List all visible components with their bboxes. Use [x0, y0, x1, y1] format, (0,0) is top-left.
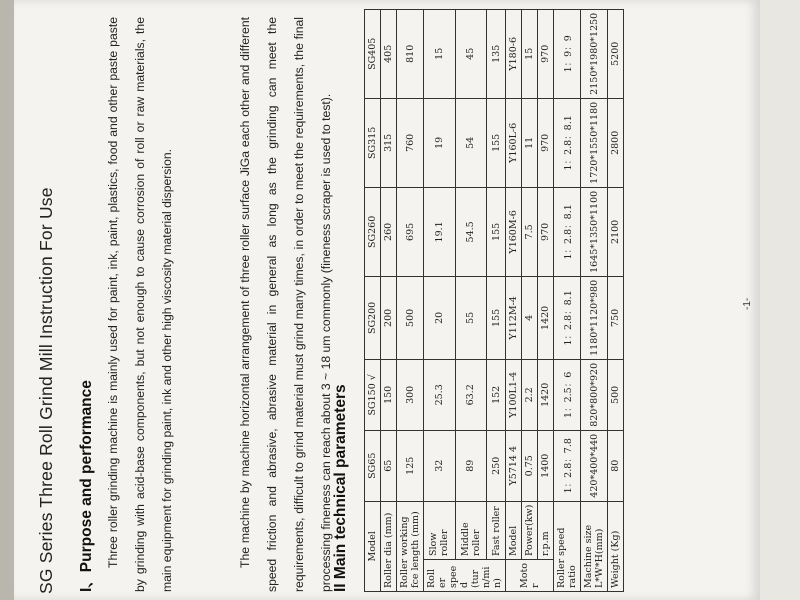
technical-parameters-table [364, 9, 624, 592]
table-cell: Y160M-6 [506, 187, 522, 276]
table-cell: 54 [455, 98, 487, 187]
table-cell: Y180-6 [506, 9, 522, 98]
table-cell: 1：2.5：6 [554, 359, 581, 430]
table-row-roller-length [397, 9, 424, 591]
table-row-machine-size [581, 9, 608, 591]
row-label: Roller speed ratio [554, 501, 581, 591]
table-cell: Y112M-4 [506, 276, 522, 359]
table-cell: 155 [487, 98, 506, 187]
model-cell: SG260 [365, 187, 381, 276]
table-cell: Y160L-6 [506, 98, 522, 187]
table-cell: 200 [381, 276, 397, 359]
table-cell: 2150*1980*1250 [581, 9, 608, 98]
rotated-page-content [14, 0, 760, 600]
table-cell: 135 [487, 9, 506, 98]
row-label: Roller working fce length (mm) [397, 501, 424, 591]
model-cell: SG200 [365, 276, 381, 359]
table-row-motor-model [506, 9, 522, 591]
table-cell: 420*400*440 [581, 430, 608, 501]
table-row-motor-power [522, 9, 538, 591]
table-cell: 300 [397, 359, 424, 430]
table-cell: Y5714 4 [506, 430, 522, 501]
table-cell: 1645*1350*1100 [581, 187, 608, 276]
table-row-speed-ratio [554, 9, 581, 591]
model-cell: SG315 [365, 98, 381, 187]
table-cell: 760 [397, 98, 424, 187]
table-row-roller-dia [381, 9, 397, 591]
table-cell: 155 [487, 276, 506, 359]
table-cell: 155 [487, 187, 506, 276]
table-cell: 820*800*920 [581, 359, 608, 430]
section1-paragraph-1: Three roller grinding machine is mainly used for paint, ink, paint, plastics, food and other paste paste by grinding with acid-base components, but not enough to cause corrosion of roll or raw materials, the main equipment for grinding paint, ink and other high viscosity material dispersion. [106, 17, 174, 592]
table-cell: 970 [538, 187, 554, 276]
table-cell: 750 [608, 276, 624, 359]
row-label: Roller dia (mm) [381, 501, 397, 591]
row-label: Power(kw) [522, 501, 538, 559]
table-cell: 55 [455, 276, 487, 359]
table-cell: 7.5 [522, 187, 538, 276]
document-title: SG Series Three Roll Grind Mill Instruction For Use [36, 187, 56, 594]
table-cell: 970 [538, 98, 554, 187]
table-cell: 15 [522, 9, 538, 98]
table-row-motor-rpm [538, 9, 554, 591]
table-cell: 54.5 [455, 187, 487, 276]
table-cell: 1420 [538, 276, 554, 359]
table-cell: 4 [522, 276, 538, 359]
page-number: -1- [742, 297, 753, 310]
table-cell: 1180*1120*980 [581, 276, 608, 359]
row-label: r.p.m [538, 501, 554, 559]
table-cell: 19 [424, 98, 456, 187]
table-cell: 80 [608, 430, 624, 501]
table-cell: 260 [381, 187, 397, 276]
table-cell: 810 [397, 9, 424, 98]
table-cell: 1：2.8：8.1 [554, 276, 581, 359]
section2-heading: II Main technical parameters [332, 384, 349, 592]
table-cell: 1：9：9 [554, 9, 581, 98]
table-cell: 19.1 [424, 187, 456, 276]
row-label: Slow roller [424, 501, 456, 559]
table-cell: 970 [538, 9, 554, 98]
table-cell: 500 [397, 276, 424, 359]
table-cell: 15 [424, 9, 456, 98]
model-cell: SG65 [365, 430, 381, 501]
table-cell: 89 [455, 430, 487, 501]
table-cell: 315 [381, 98, 397, 187]
table-cell: 25.3 [424, 359, 456, 430]
table-cell: 1：2.8：7.8 [554, 430, 581, 501]
table-cell: 65 [381, 430, 397, 501]
table-header-model: Model [365, 501, 381, 591]
table-cell: 1：2.8：8.1 [554, 98, 581, 187]
desk-background [0, 0, 14, 600]
table-cell: 405 [381, 9, 397, 98]
row-group-label: Roll er spee d (tur n/mi n) [424, 560, 506, 592]
row-label: Weight (Kg) [608, 501, 624, 591]
model-cell: SG150 √ [365, 359, 381, 430]
table-cell: 1400 [538, 430, 554, 501]
row-label: Fast roller [487, 501, 506, 559]
table-cell: 2.2 [522, 359, 538, 430]
table-cell: 2100 [608, 187, 624, 276]
row-label: Model [506, 501, 522, 559]
table-row-slow-roller [424, 9, 456, 591]
table-cell: 250 [487, 430, 506, 501]
table-cell: 125 [397, 430, 424, 501]
table-row-weight [608, 9, 624, 591]
table-cell: 500 [608, 359, 624, 430]
table-cell: 695 [397, 187, 424, 276]
table-cell: 20 [424, 276, 456, 359]
table-cell: 5200 [608, 9, 624, 98]
table-row-fast-roller [487, 9, 506, 591]
table-cell: 63.2 [455, 359, 487, 430]
table-cell: 1720*1550*1180 [581, 98, 608, 187]
row-label: Machine size L*W*H(mm) [581, 501, 608, 591]
section1-paragraph-2: The machine by machine horizontal arrangement of three roller surface JiGa each other and different speed friction and abrasive, abrasive material in general as long as the grinding can meet the requirements, difficult to grind material must grind many times, in order to meet the requirements, the final processing fineness can reach about 3 ~ 18 um commonly (fineness scraper is used to test). [238, 17, 333, 592]
row-label: Middle roller [455, 501, 487, 559]
table-cell: 11 [522, 98, 538, 187]
table-cell: 152 [487, 359, 506, 430]
row-group-label: Moto r [506, 560, 554, 592]
section1-heading: I、Purpose and performance [78, 380, 95, 592]
table-cell: 0.75 [522, 430, 538, 501]
table-row-middle-roller [455, 9, 487, 591]
table-cell: Y100L1-4 [506, 359, 522, 430]
table-row-model [365, 9, 381, 591]
desk-background-right [760, 0, 800, 600]
table-cell: 1：2.8：8.1 [554, 187, 581, 276]
table-cell: 32 [424, 430, 456, 501]
table-cell: 45 [455, 9, 487, 98]
table-cell: 150 [381, 359, 397, 430]
table-cell: 2800 [608, 98, 624, 187]
model-cell: SG405 [365, 9, 381, 98]
table-cell: 1420 [538, 359, 554, 430]
